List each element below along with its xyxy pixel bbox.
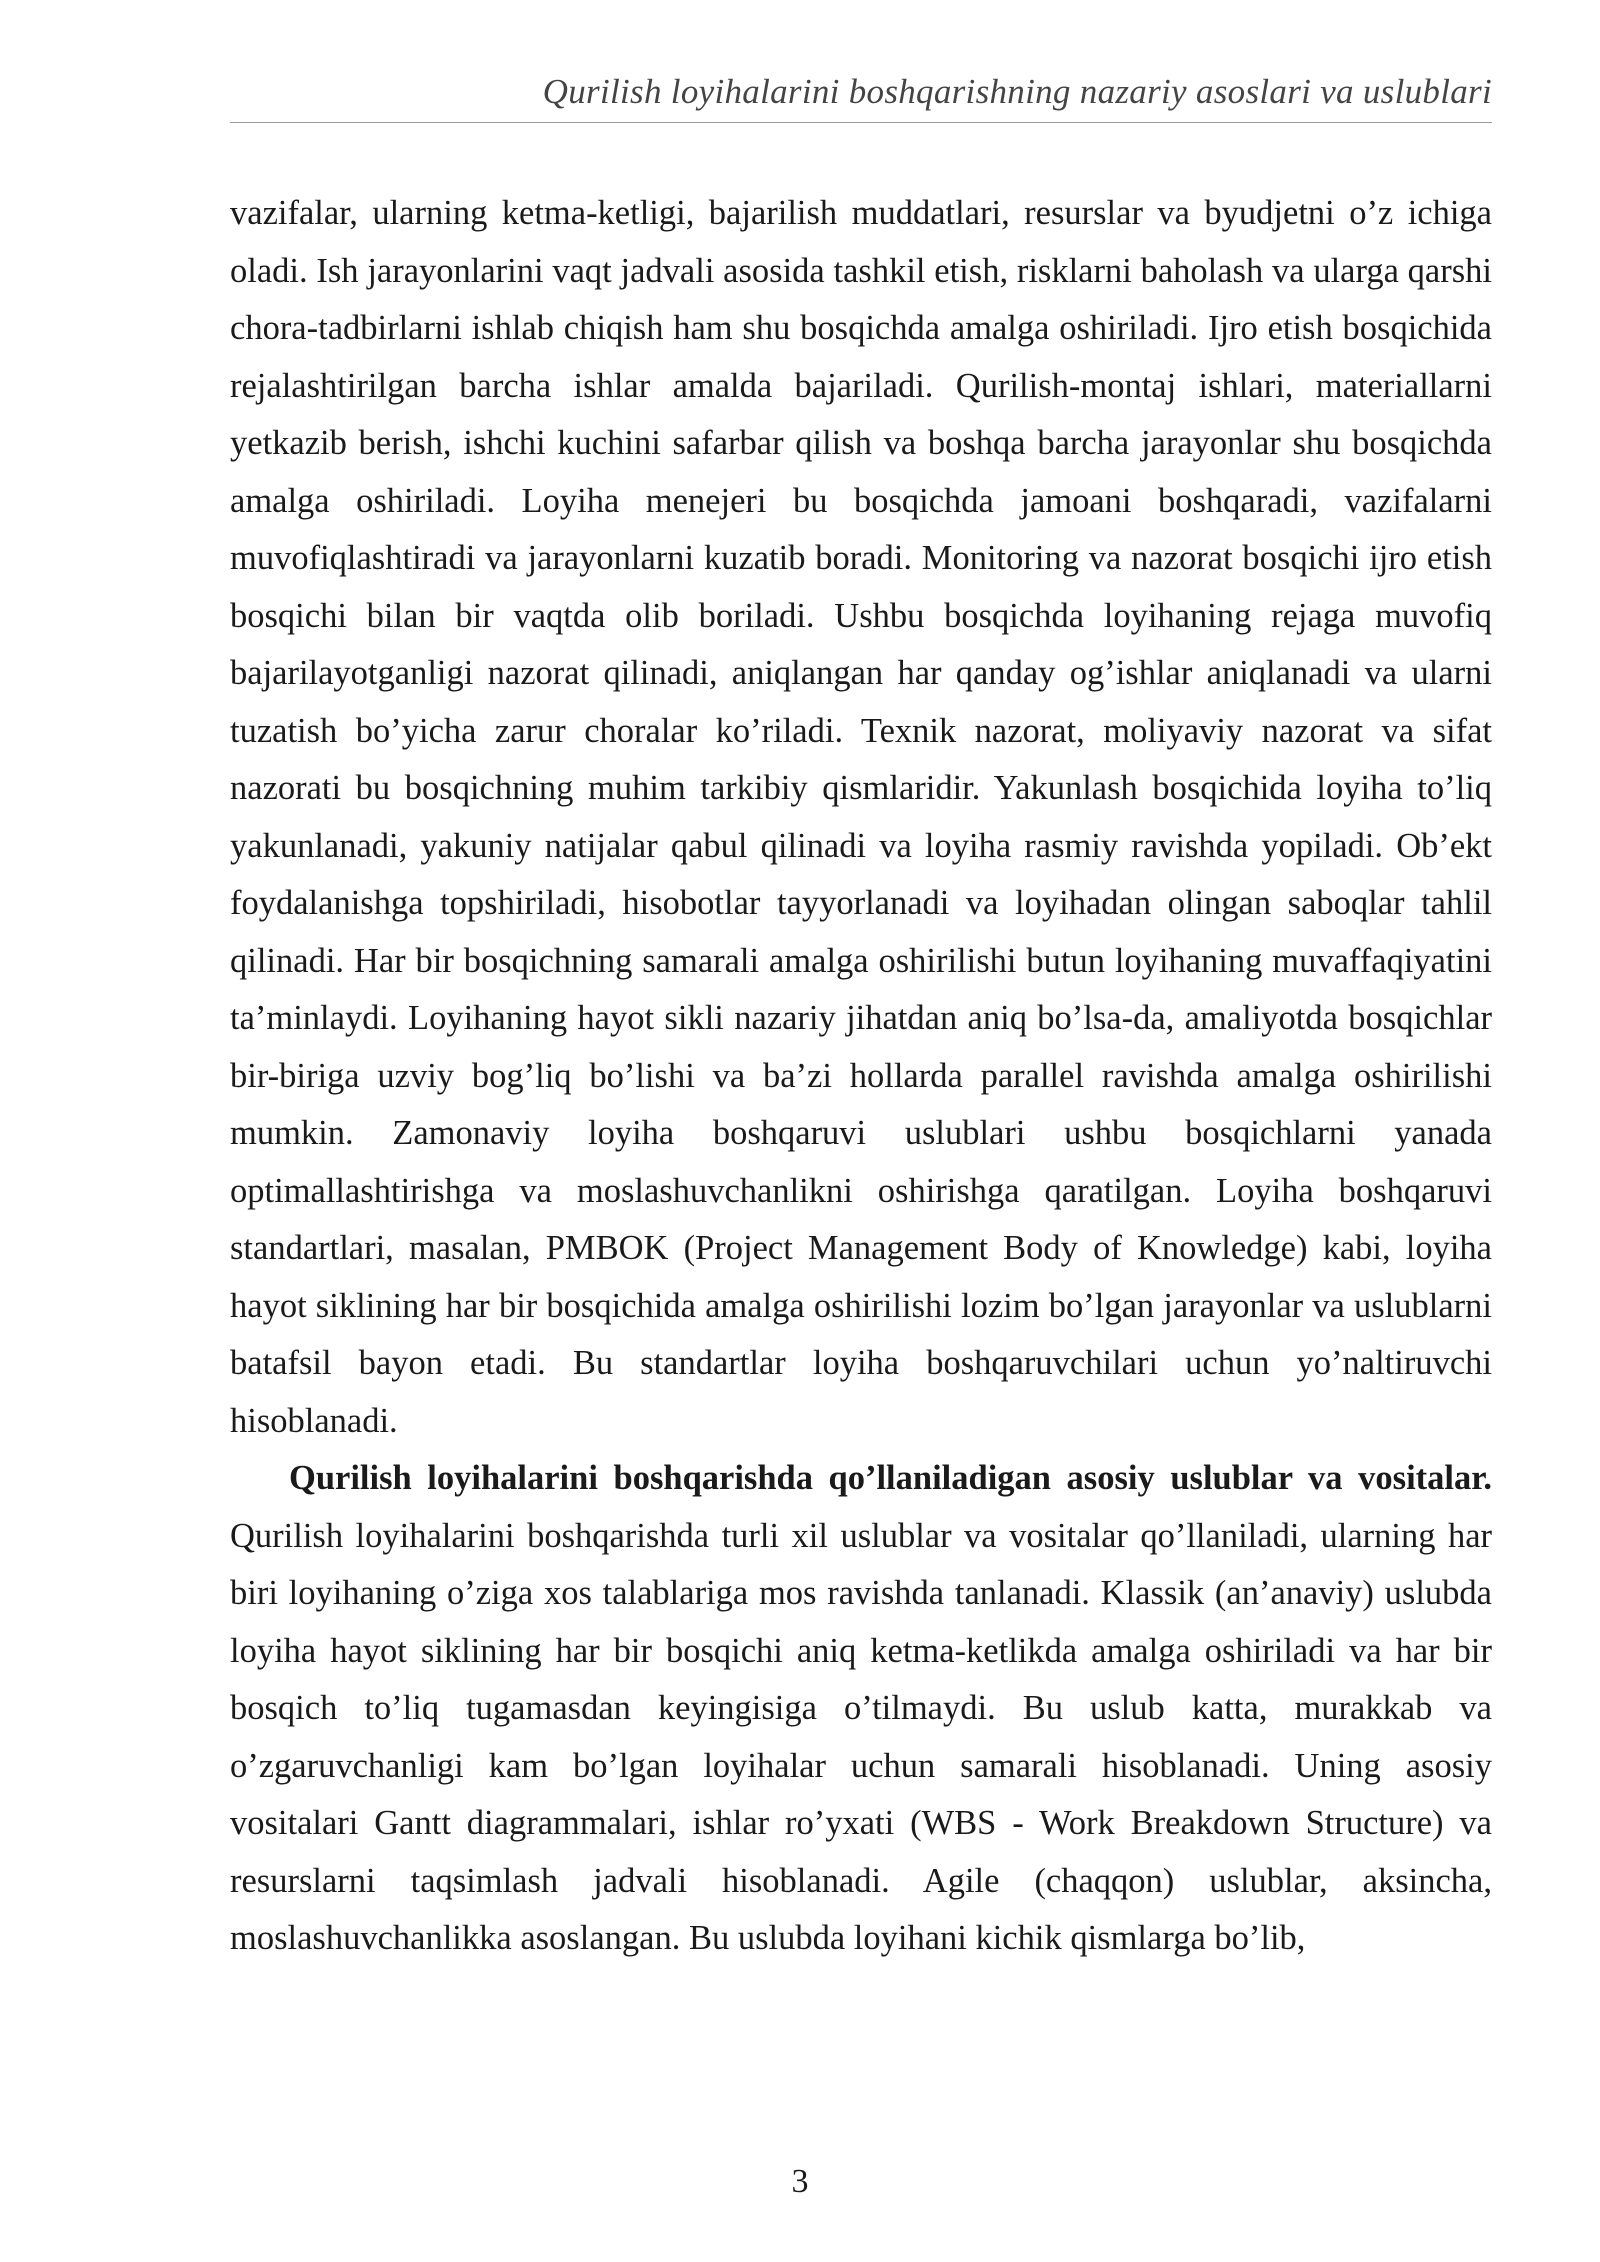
paragraph-2: [230, 1450, 1492, 1968]
running-header: Qurilish loyihalarini boshqarishning nazariy asoslari va uslublari: [542, 72, 1492, 111]
header-divider: [230, 122, 1492, 123]
page-number: 3: [791, 2163, 809, 2200]
paragraph-1: vazifalar, ularning ketma-ketligi, bajarilish muddatlari, resurslar va byudjetni o’z ichiga oladi. Ish jarayonlarini vaqt jadvali asosida tashkil etish, risklarni baholash va ularga qarshi chora-tadbirlarni ishlab chiqish ham shu bosqichda amalga oshiriladi. Ijro etish bosqichida rejalashtirilgan barcha ishlar amalda bajariladi. Qurilish-montaj ishlari, materiallarni yetkazib berish, ishchi kuchini safarbar qilish va boshqa barcha jarayonlar shu bosqichda amalga oshiriladi. Loyiha menejeri bu bosqichda jamoani boshqaradi, vazifalarni muvofiqlashtiradi va jarayonlarni kuzatib boradi. Monitoring va nazorat bosqichi ijro etish bosqichi bilan bir vaqtda olib boriladi. Ushbu bosqichda loyihaning rejaga muvofiq bajarilayotganligi nazorat qilinadi, aniqlangan har qanday og’ishlar aniqlanadi va ularni tuzatish bo’yicha zarur choralar ko’riladi. Texnik nazorat, moliyaviy nazorat va sifat nazorati bu bosqichning muhim tarkibiy qismlaridir. Yakunlash bosqichida loyiha to’liq yakunlanadi, yakuniy natijalar qabul qilinadi va loyiha rasmiy ravishda yopiladi. Ob’ekt foydalanishga topshiriladi, hisobotlar tayyorlanadi va loyihadan olingan saboqlar tahlil qilinadi. Har bir bosqichning samarali amalga oshirilishi butun loyihaning muvaffaqiyatini ta’minlaydi. Loyihaning hayot sikli nazariy jihatdan aniq bo’lsa-da, amaliyotda bosqichlar bir-biriga uzviy bog’liq bo’lishi va ba’zi hollarda parallel ravishda amalga oshirilishi mumkin. Zamonaviy loyiha boshqaruvi uslublari ushbu bosqichlarni yanada optimallashtirishga va moslashuvchanlikni oshirishga qaratilgan. Loyiha boshqaruvi standartlari, masalan, PMBOK (Project Management Body of Knowledge) kabi, loyiha hayot siklining har bir bosqichida amalga oshirilishi lozim bo’lgan jarayonlar va uslublarni batafsil bayon etadi. Bu standartlar loyiha boshqaruvchilari uchun yo’naltiruvchi hisoblanadi.: [230, 194, 1492, 1440]
body-text: [230, 185, 1492, 1968]
paragraph-2-text: Qurilish loyihalarini boshqarishda turli xil uslublar va vositalar qo’llaniladi, ularning har biri loyihaning o’ziga xos talablariga mos ravishda tanlanadi. Klassik (an’anaviy) uslubda loyiha hayot siklining har bir bosqichi aniq ketma-ketlikda amalga oshiriladi va har bir bosqich to’liq tugamasdan keyingisiga o’tilmaydi. Bu uslub katta, murakkab va o’zgaruvchanligi kam bo’lgan loyihalar uchun samarali hisoblanadi. Uning asosiy vositalari Gantt diagrammalari, ishlar ro’yxati (WBS - Work Breakdown Structure) va resurslarni taqsimlash jadvali hisoblanadi. Agile (chaqqon) uslublar, aksincha, moslashuvchanlikka asoslangan. Bu uslubda loyihani kichik qismlarga bo’lib,: [230, 1516, 1492, 1957]
section-heading: Qurilish loyihalarini boshqarishda qo’llaniladigan asosiy uslublar va vositalar.: [289, 1459, 1492, 1497]
